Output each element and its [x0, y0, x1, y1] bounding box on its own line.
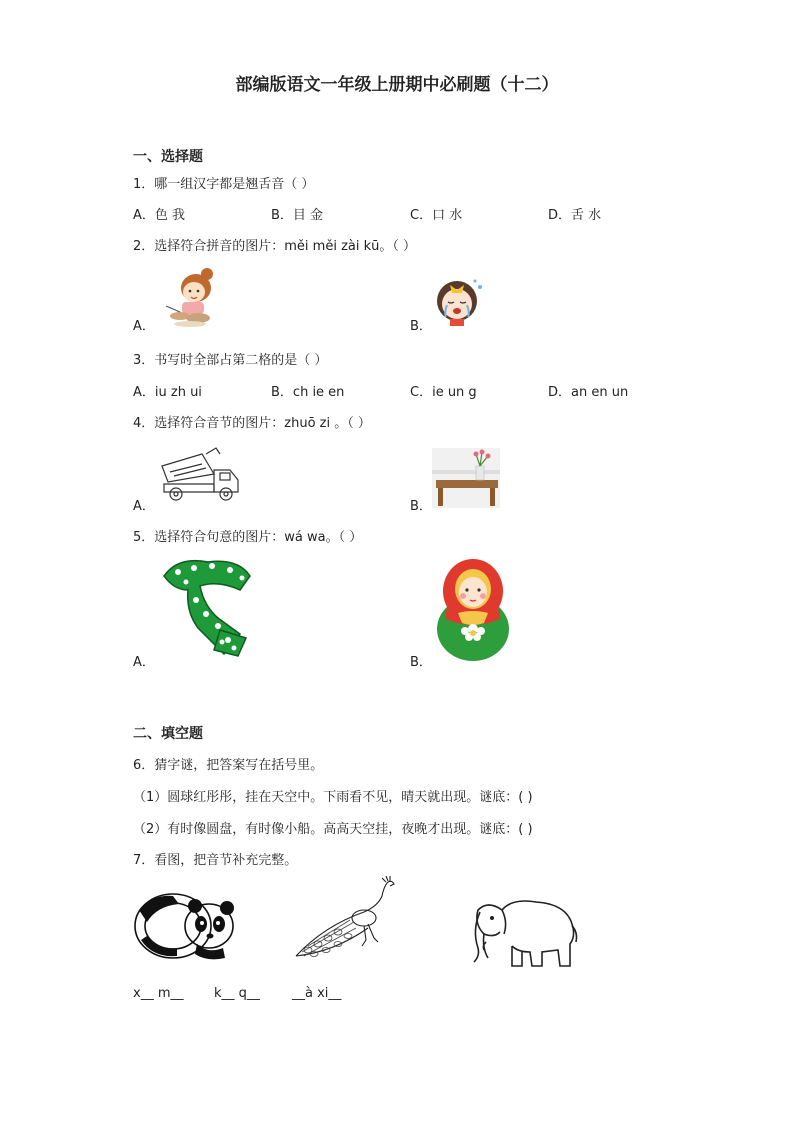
doll-image [434, 557, 512, 661]
girl-crying-image [430, 277, 485, 327]
table-image [432, 448, 500, 508]
q2-option-a[interactable]: A． [133, 319, 155, 334]
peacock-image [294, 876, 398, 962]
panda-image [133, 888, 237, 960]
q4-option-a[interactable]: A． [133, 499, 155, 514]
section-heading-fill: 二、填空题 [133, 726, 203, 742]
q1-option-d[interactable]: D．舌 水 [548, 208, 602, 223]
q2-option-b[interactable]: B． [410, 319, 432, 334]
question-3: 3．书写时全部占第二格的是（ ） [133, 353, 328, 368]
question-5: 5．选择符合句意的图片：wá wa。（ ） [133, 530, 363, 545]
page-title: 部编版语文一年级上册期中必刷题（十二） [235, 75, 559, 95]
q5-option-a[interactable]: A． [133, 655, 155, 670]
q3-option-c[interactable]: C．ie un g [410, 385, 477, 400]
question-4: 4．选择符合音节的图片：zhuō zi 。（ ） [133, 416, 371, 431]
q1-option-c[interactable]: C．口 水 [410, 208, 463, 223]
blank-panda[interactable]: x__ m__ [133, 986, 184, 1001]
q1-option-b[interactable]: B．目 金 [271, 208, 324, 223]
question-7: 7．看图，把音节补充完整。 [133, 853, 298, 868]
q3-option-d[interactable]: D．an en un [548, 385, 629, 400]
q3-option-a[interactable]: A．iu zh ui [133, 385, 202, 400]
question-1: 1．哪一组汉字都是翘舌音（ ） [133, 177, 315, 192]
girl-eating-image [160, 266, 220, 328]
blank-elephant[interactable]: __à xi__ [292, 986, 342, 1001]
truck-image [158, 446, 242, 502]
q5-option-b[interactable]: B． [410, 655, 432, 670]
blank-peacock[interactable]: k__ q__ [214, 986, 260, 1001]
section-heading-choice: 一、选择题 [133, 149, 203, 165]
riddle-1: （1）圆球红彤彤，挂在天空中。下雨看不见，晴天就出现。谜底：( ) [133, 790, 533, 805]
elephant-image [472, 890, 580, 970]
scarf-image [158, 556, 256, 660]
q3-option-b[interactable]: B．ch ie en [271, 385, 345, 400]
riddle-2: （2）有时像圆盘，有时像小船。高高天空挂，夜晚才出现。谜底：( ) [133, 822, 533, 837]
question-2: 2．选择符合拼音的图片：měi měi zài kū。（ ） [133, 239, 417, 254]
q4-option-b[interactable]: B． [410, 499, 432, 514]
question-6: 6．猜字谜，把答案写在括号里。 [133, 758, 324, 773]
q1-option-a[interactable]: A．色 我 [133, 208, 186, 223]
